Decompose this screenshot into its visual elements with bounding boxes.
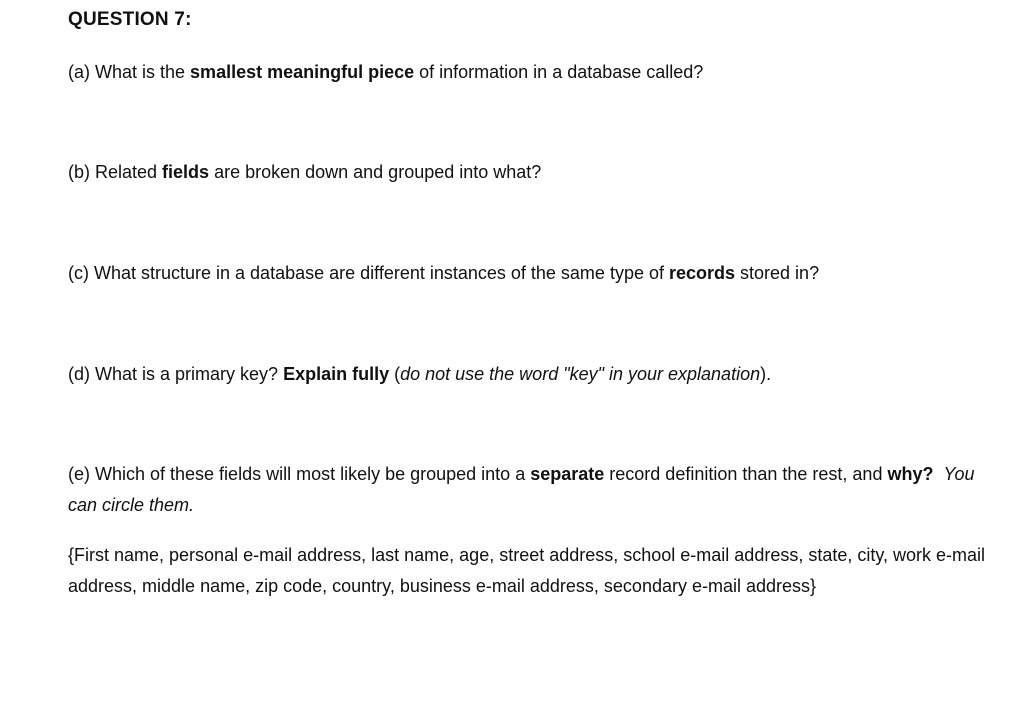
question-a-text-2: of information in a database called? xyxy=(414,62,704,82)
question-b-text-2: are broken down and grouped into what? xyxy=(209,162,542,182)
question-b xyxy=(68,157,998,188)
question-a-text-1: (a) What is the xyxy=(68,62,191,82)
question-e-bold-1: separate xyxy=(530,464,605,484)
question-e xyxy=(68,459,998,521)
question-e-italic: You can circle them. xyxy=(68,464,975,515)
fields-list: {First name, personal e-mail address, last name, age, street address, school e-mail address, state, city, work e-mail address, middle name, zip code, country, business e-mail address, secondary e-mail address} xyxy=(68,545,986,596)
question-d-text-1: (d) What is a primary key? xyxy=(68,364,284,384)
question-d-bold: Explain fully xyxy=(283,364,390,384)
question-c xyxy=(68,258,998,289)
question-e-text-2: record definition than the rest, and xyxy=(604,464,888,484)
question-e-text-1: (e) Which of these fields will most likely be grouped into a xyxy=(68,464,531,484)
question-d-text-3: ). xyxy=(760,364,772,384)
question-d-text-2: ( xyxy=(389,364,401,384)
question-c-bold: records xyxy=(668,263,736,283)
question-d-italic: do not use the word "key" in your explanation xyxy=(400,364,761,384)
question-e-bold-2: why? xyxy=(887,464,934,484)
question-c-text-2: stored in? xyxy=(735,263,820,283)
question-a-bold: smallest meaningful piece xyxy=(190,62,415,82)
question-a xyxy=(68,57,998,88)
question-b-text-1: (b) Related xyxy=(68,162,163,182)
question-c-text-1: (c) What structure in a database are different instances of the same type of xyxy=(68,263,669,283)
question-title: QUESTION 7: xyxy=(68,9,192,30)
question-b-bold: fields xyxy=(162,162,210,182)
question-e-text-3 xyxy=(933,464,943,484)
question-d xyxy=(68,359,998,390)
